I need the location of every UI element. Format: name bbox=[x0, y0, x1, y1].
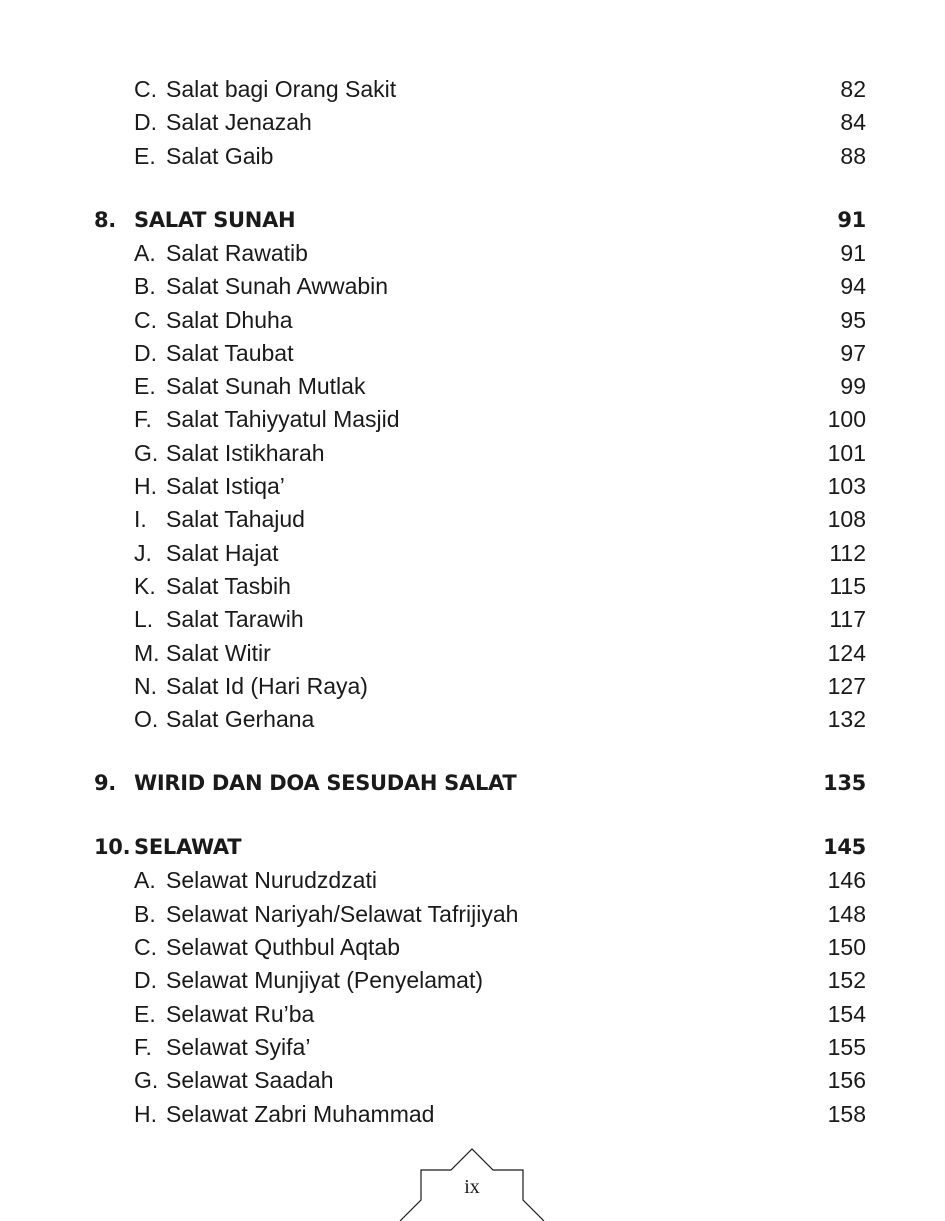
entry-title: Salat Gaib bbox=[166, 142, 274, 169]
entry-page: 88 bbox=[840, 142, 866, 169]
chapter-page: 135 bbox=[823, 771, 866, 796]
entry-page: 148 bbox=[827, 900, 866, 927]
entry-page: 154 bbox=[827, 1000, 866, 1027]
entry-letter: D. bbox=[134, 967, 157, 994]
entry-page: 101 bbox=[827, 439, 866, 466]
toc-entry-row[interactable] bbox=[0, 72, 945, 106]
entry-page: 127 bbox=[827, 672, 866, 699]
toc-entry-row[interactable] bbox=[0, 1097, 945, 1131]
entry-title: Salat Istikharah bbox=[166, 439, 325, 466]
toc-entry-row[interactable] bbox=[0, 536, 945, 570]
entry-title: Salat Tahajud bbox=[166, 506, 305, 533]
entry-page: 158 bbox=[827, 1100, 866, 1127]
entry-letter: C. bbox=[134, 934, 157, 960]
entry-page: 132 bbox=[827, 706, 866, 733]
entry-page: 99 bbox=[840, 373, 866, 400]
entry-page: 117 bbox=[829, 606, 866, 633]
entry-page: 155 bbox=[827, 1033, 866, 1060]
entry-title: Salat Dhuha bbox=[166, 306, 293, 333]
entry-page: 91 bbox=[840, 239, 866, 266]
entry-title: Salat Tarawih bbox=[166, 606, 304, 633]
entry-letter: O. bbox=[134, 706, 159, 733]
entry-title: Salat Jenazah bbox=[166, 109, 312, 136]
toc-entry-row[interactable] bbox=[0, 897, 945, 931]
entry-title: Salat Sunah Awwabin bbox=[166, 273, 389, 300]
entry-title: Salat bagi Orang Sakit bbox=[166, 76, 397, 102]
toc-entry-row[interactable] bbox=[0, 963, 945, 997]
entry-page: 82 bbox=[840, 76, 866, 102]
entry-letter: A. bbox=[134, 867, 156, 894]
entry-letter: M. bbox=[134, 639, 160, 666]
entry-title: Salat Id (Hari Raya) bbox=[166, 672, 368, 699]
toc-entry-row[interactable] bbox=[0, 636, 945, 670]
entry-page: 156 bbox=[827, 1067, 866, 1094]
entry-letter: I. bbox=[134, 506, 147, 533]
entry-letter: F. bbox=[134, 1033, 152, 1060]
entry-page: 84 bbox=[840, 109, 866, 136]
entry-page: 150 bbox=[827, 934, 866, 960]
entry-title: Salat Istiqa’ bbox=[166, 473, 285, 499]
entry-page: 100 bbox=[827, 406, 866, 433]
entry-title: Salat Sunah Mutlak bbox=[166, 373, 366, 400]
entry-title: Selawat Nurudzdzati bbox=[166, 867, 377, 894]
entry-title: Selawat Quthbul Aqtab bbox=[166, 934, 400, 960]
chapter-title: SALAT SUNAH bbox=[134, 207, 296, 232]
toc-entry-row[interactable] bbox=[0, 105, 945, 139]
entry-letter: C. bbox=[134, 306, 157, 333]
toc-entry-row[interactable] bbox=[0, 569, 945, 603]
chapter-number: 9. bbox=[94, 771, 116, 796]
entry-page: 112 bbox=[829, 539, 866, 566]
entry-letter: G. bbox=[134, 1067, 159, 1094]
entry-letter: G. bbox=[134, 439, 159, 466]
toc-entry-row[interactable] bbox=[0, 436, 945, 470]
toc-entry-row[interactable] bbox=[0, 1030, 945, 1064]
entry-letter: B. bbox=[134, 900, 156, 927]
toc-entry-row[interactable] bbox=[0, 930, 945, 964]
chapter-number: 10. bbox=[94, 835, 131, 860]
entry-page: 103 bbox=[827, 473, 866, 499]
toc-entry-row[interactable] bbox=[0, 269, 945, 303]
toc-entry-row[interactable] bbox=[0, 702, 945, 736]
entry-title: Selawat Syifa’ bbox=[166, 1033, 311, 1060]
toc-entry-row[interactable] bbox=[0, 997, 945, 1031]
entry-title: Selawat Munjiyat (Penyelamat) bbox=[166, 967, 484, 994]
toc-entry-row[interactable] bbox=[0, 402, 945, 436]
toc-entry-row[interactable] bbox=[0, 669, 945, 703]
entry-title: Salat Hajat bbox=[166, 539, 279, 566]
entry-letter: E. bbox=[134, 1000, 156, 1027]
toc-entry-row[interactable] bbox=[0, 502, 945, 536]
entry-letter: D. bbox=[134, 109, 157, 136]
chapter-number: 8. bbox=[94, 207, 116, 232]
chapter-title: WIRID DAN DOA SESUDAH SALAT bbox=[134, 771, 517, 796]
toc-entry-row[interactable] bbox=[0, 303, 945, 337]
toc-chapter-row[interactable] bbox=[0, 203, 945, 237]
toc-entry-row[interactable] bbox=[0, 369, 945, 403]
toc-entry-row[interactable] bbox=[0, 602, 945, 636]
entry-letter: E. bbox=[134, 373, 156, 400]
chapter-page: 91 bbox=[837, 207, 866, 232]
entry-letter: C. bbox=[134, 76, 157, 102]
entry-title: Selawat Ru’ba bbox=[166, 1000, 315, 1027]
entry-letter: N. bbox=[134, 672, 157, 699]
entry-letter: H. bbox=[134, 1100, 157, 1127]
entry-title: Salat Gerhana bbox=[166, 706, 315, 733]
entry-letter: F. bbox=[134, 406, 152, 433]
entry-page: 94 bbox=[840, 273, 866, 300]
toc-chapter-row[interactable] bbox=[0, 766, 945, 800]
entry-title: Selawat Nariyah/Selawat Tafrijiyah bbox=[166, 900, 519, 927]
chapter-title: SELAWAT bbox=[134, 835, 242, 860]
entry-page: 97 bbox=[840, 339, 866, 366]
entry-page: 115 bbox=[829, 572, 866, 599]
entry-title: Selawat Zabri Muhammad bbox=[166, 1100, 435, 1127]
entry-letter: L. bbox=[134, 606, 154, 633]
entry-title: Salat Rawatib bbox=[166, 239, 308, 266]
entry-letter: J. bbox=[134, 539, 152, 566]
toc-entry-row[interactable] bbox=[0, 1063, 945, 1097]
entry-page: 95 bbox=[840, 306, 866, 333]
entry-letter: E. bbox=[134, 142, 156, 169]
chapter-page: 145 bbox=[823, 835, 866, 860]
entry-title: Salat Witir bbox=[166, 639, 271, 666]
entry-page: 124 bbox=[827, 639, 866, 666]
toc-entry-row[interactable] bbox=[0, 336, 945, 370]
entry-page: 152 bbox=[827, 967, 866, 994]
entry-letter: K. bbox=[134, 572, 156, 599]
entry-title: Salat Taubat bbox=[166, 339, 294, 366]
entry-letter: B. bbox=[134, 273, 156, 300]
toc-entry-row[interactable] bbox=[0, 469, 945, 503]
toc-entry-row[interactable] bbox=[0, 236, 945, 270]
entry-letter: A. bbox=[134, 239, 156, 266]
toc-entry-row[interactable] bbox=[0, 863, 945, 897]
entry-letter: D. bbox=[134, 339, 157, 366]
page-number: ix bbox=[464, 1176, 480, 1198]
entry-letter: H. bbox=[134, 473, 157, 499]
entry-title: Salat Tasbih bbox=[166, 572, 291, 599]
toc-entry-row[interactable] bbox=[0, 139, 945, 173]
entry-title: Selawat Saadah bbox=[166, 1067, 334, 1094]
entry-page: 108 bbox=[827, 506, 866, 533]
entry-title: Salat Tahiyyatul Masjid bbox=[166, 406, 400, 433]
entry-page: 146 bbox=[827, 867, 866, 894]
toc-chapter-row[interactable] bbox=[0, 830, 945, 864]
